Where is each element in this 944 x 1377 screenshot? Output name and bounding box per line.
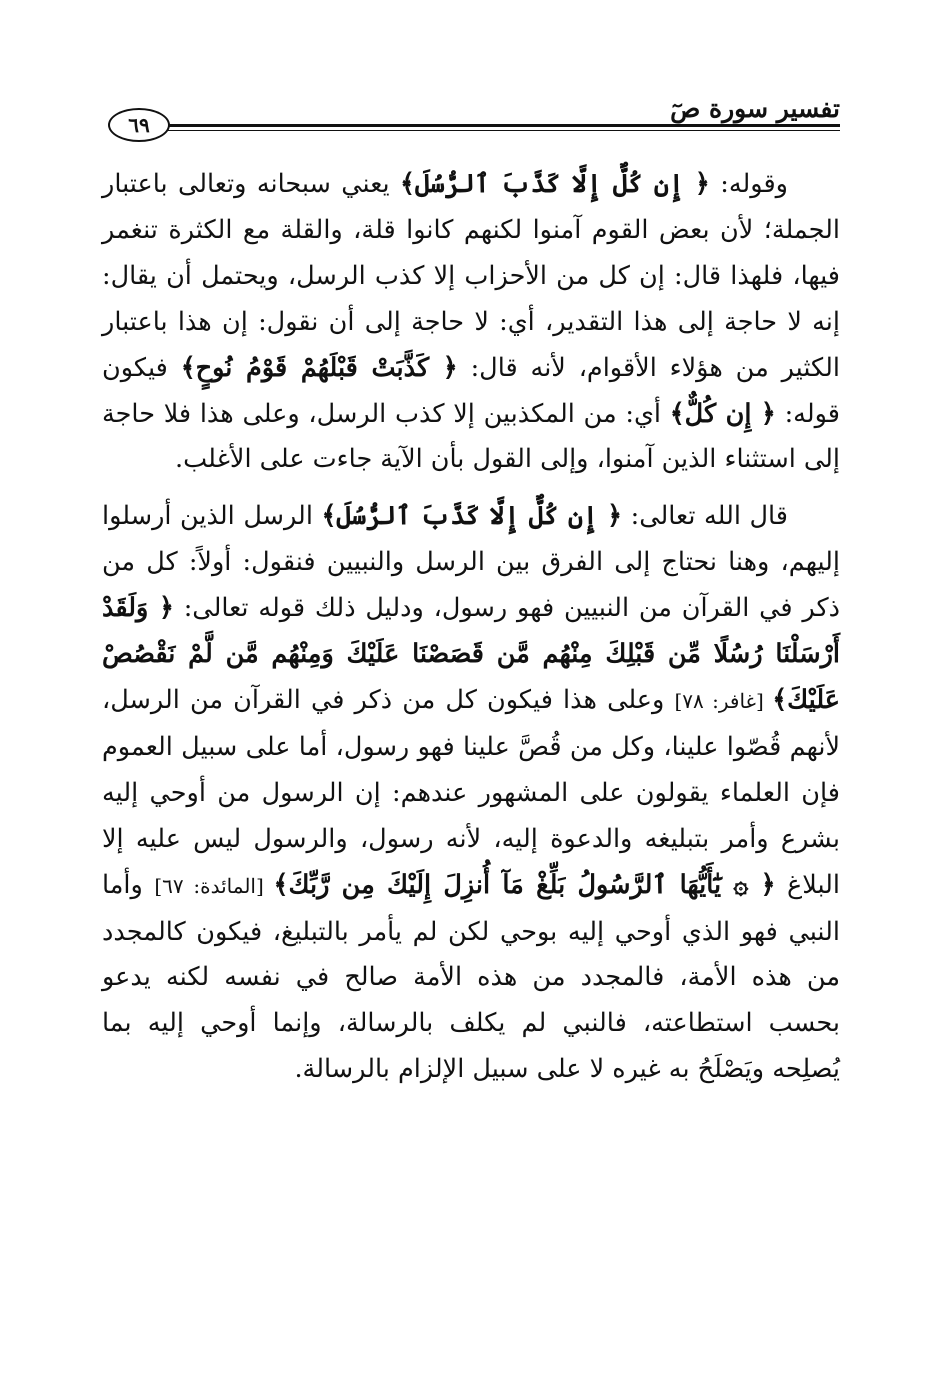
quran-verse: ﴿ كَذَّبَتْ قَبْلَهُمْ قَوْمُ نُوحٍ﴾ <box>180 352 458 383</box>
quran-verse: ﴿ وَلَقَدْ أَرْسَلْنَا رُسُلًا مِّن قَبْلِكَ مِنْهُم مَّن قَصَصْنَا عَلَيْكَ وَمِنْهُم مَّن لَّمْ نَقْصُصْ عَلَيْكَ﴾ <box>102 593 840 715</box>
text-run: يعني سبحانه وتعالى باعتبار الجملة؛ لأن بعض القوم آمنوا لكنهم كانوا قلة، والقلة مع الكثرة تنغمر فيها، فلهذا قال: إن كل من الأحزاب إلا كذب الرسل، ويحتمل أن يقال: إنه لا حاجة إلى هذا التقدير، أي: لا حاجة إلى أن نقول: إن هذا باعتبار الكثير من هؤلاء الأقوام، لأنه قال: <box>102 169 840 383</box>
text-run: فيكون قوله: <box>102 352 840 429</box>
header-title: تفسير سورة صٓ <box>670 94 840 123</box>
text-run: الرسل الذين أرسلوا إليهم، وهنا نحتاج إلى الفرق بين الرسل والنبيين فنقول: أولاً: كل من ذكر في القرآن من النبيين فهو رسول، ودليل ذلك قوله تعالى: <box>102 501 840 624</box>
quran-verse: ﴿ ۞ يَٰٓأَيُّهَا ٱلرَّسُولُ بَلِّغْ مَآ أُنزِلَ إِلَيْكَ مِن رَّبِّكَ﴾ <box>273 869 776 900</box>
quran-verse: ﴿ إِن كُلٌّ﴾ <box>669 398 776 429</box>
text-run: قال الله تعالى: <box>622 501 788 532</box>
verse-reference: [المائدة: ٦٧] <box>154 873 274 898</box>
text-run: أي: من المكذبين إلا كذب الرسل، وعلى هذا فلا حاجة إلى استثناء الذين آمنوا، وإلى القول بأن الآية جاءت على الأغلب. <box>102 398 840 475</box>
running-header <box>102 94 840 144</box>
body-text <box>102 162 840 1093</box>
page-number: ٦٩ <box>108 108 170 142</box>
quran-verse: ﴿ إِن كُلٌّ إِلَّا كَذَّبَ ٱلرُّسُلَ﴾ <box>321 501 623 532</box>
header-rule <box>160 124 840 131</box>
text-run: وأما النبي فهو الذي أوحي إليه بوحي لكن لم يأمر بالتبليغ، فيكون كالمجدد من هذه الأمة، فالمجدد من هذه الأمة صالح في نفسه لكنه يدعو بحسب استطاعته، فالنبي لم يكلف بالرسالة، وإنما أوحي إليه بما يُصلِحه ويَصْلَحُ به غيره لا على سبيل الإلزام بالرسالة. <box>102 869 840 1085</box>
text-run: وعلى هذا فيكون كل من ذكر في القرآن من الرسل، لأنهم قُصّوا علينا، وكل من قُصَّ علينا فهو رسول، أما على سبيل العموم فإن العلماء يقولون على المشهور عندهم: إن الرسول من أوحي إليه بشرع وأمر بتبليغه والدعوة إليه، لأنه رسول، والرسول ليس عليه إلا البلاغ <box>102 684 841 900</box>
quran-verse: ﴿ إِن كُلٌّ إِلَّا كَذَّبَ ٱلرُّسُلَ﴾ <box>400 169 710 199</box>
verse-reference: [غافر: ٧٨] <box>674 688 773 713</box>
paragraph <box>102 494 840 1093</box>
text-run: وقوله: <box>709 169 788 199</box>
paragraph <box>102 162 840 483</box>
